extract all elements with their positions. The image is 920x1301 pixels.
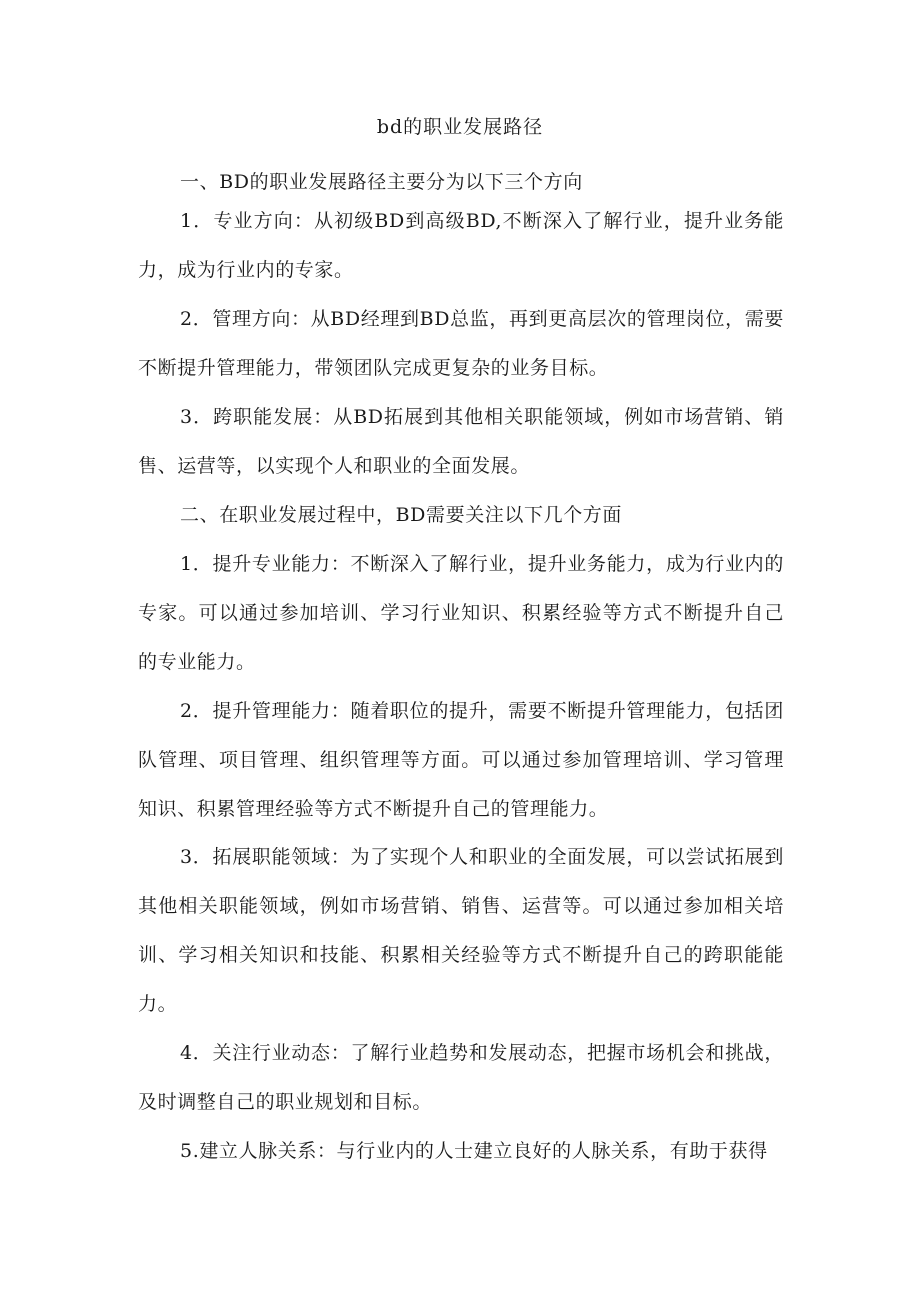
- document-title: bd的职业发展路径: [376, 116, 544, 138]
- section-heading-2: 二、在职业发展过程中，BD需要关注以下几个方面: [180, 504, 622, 526]
- section-heading-1: 一、BD的职业发展路径主要分为以下三个方向: [180, 171, 583, 193]
- list-item-direction-2: 2．管理方向：从BD经理到BD总监，再到更高层次的管理岗位，需要不断提升管理能力，带领团队完成更复杂的业务目标。: [138, 308, 784, 379]
- list-item-focus-4: 4．关注行业动态：了解行业趋势和发展动态，把握市场机会和挑战，及时调整自己的职业规划和目标。: [138, 1042, 784, 1113]
- list-item-focus-1: 1．提升专业能力：不断深入了解行业，提升业务能力，成为行业内的专家。可以通过参加培训、学习行业知识、积累经验等方式不断提升自己的专业能力。: [138, 553, 784, 673]
- list-item-direction-1: 1．专业方向：从初级BD到高级BD,不断深入了解行业，提升业务能力，成为行业内的专家。: [138, 210, 784, 281]
- list-item-focus-2: 2．提升管理能力：随着职位的提升，需要不断提升管理能力，包括团队管理、项目管理、组织管理等方面。可以通过参加管理培训、学习管理知识、积累管理经验等方式不断提升自己的管理能力。: [138, 700, 784, 820]
- list-item-direction-3: 3．跨职能发展：从BD拓展到其他相关职能领域，例如市场营销、销售、运营等，以实现个人和职业的全面发展。: [138, 406, 784, 477]
- list-item-focus-3: 3．拓展职能领域：为了实现个人和职业的全面发展，可以尝试拓展到其他相关职能领域，例如市场营销、销售、运营等。可以通过参加相关培训、学习相关知识和技能、积累相关经验等方式不断提升自己的跨职能能力。: [138, 846, 784, 1015]
- list-item-focus-5: 5.建立人脉关系：与行业内的人士建立良好的人脉关系，有助于获得: [180, 1140, 768, 1162]
